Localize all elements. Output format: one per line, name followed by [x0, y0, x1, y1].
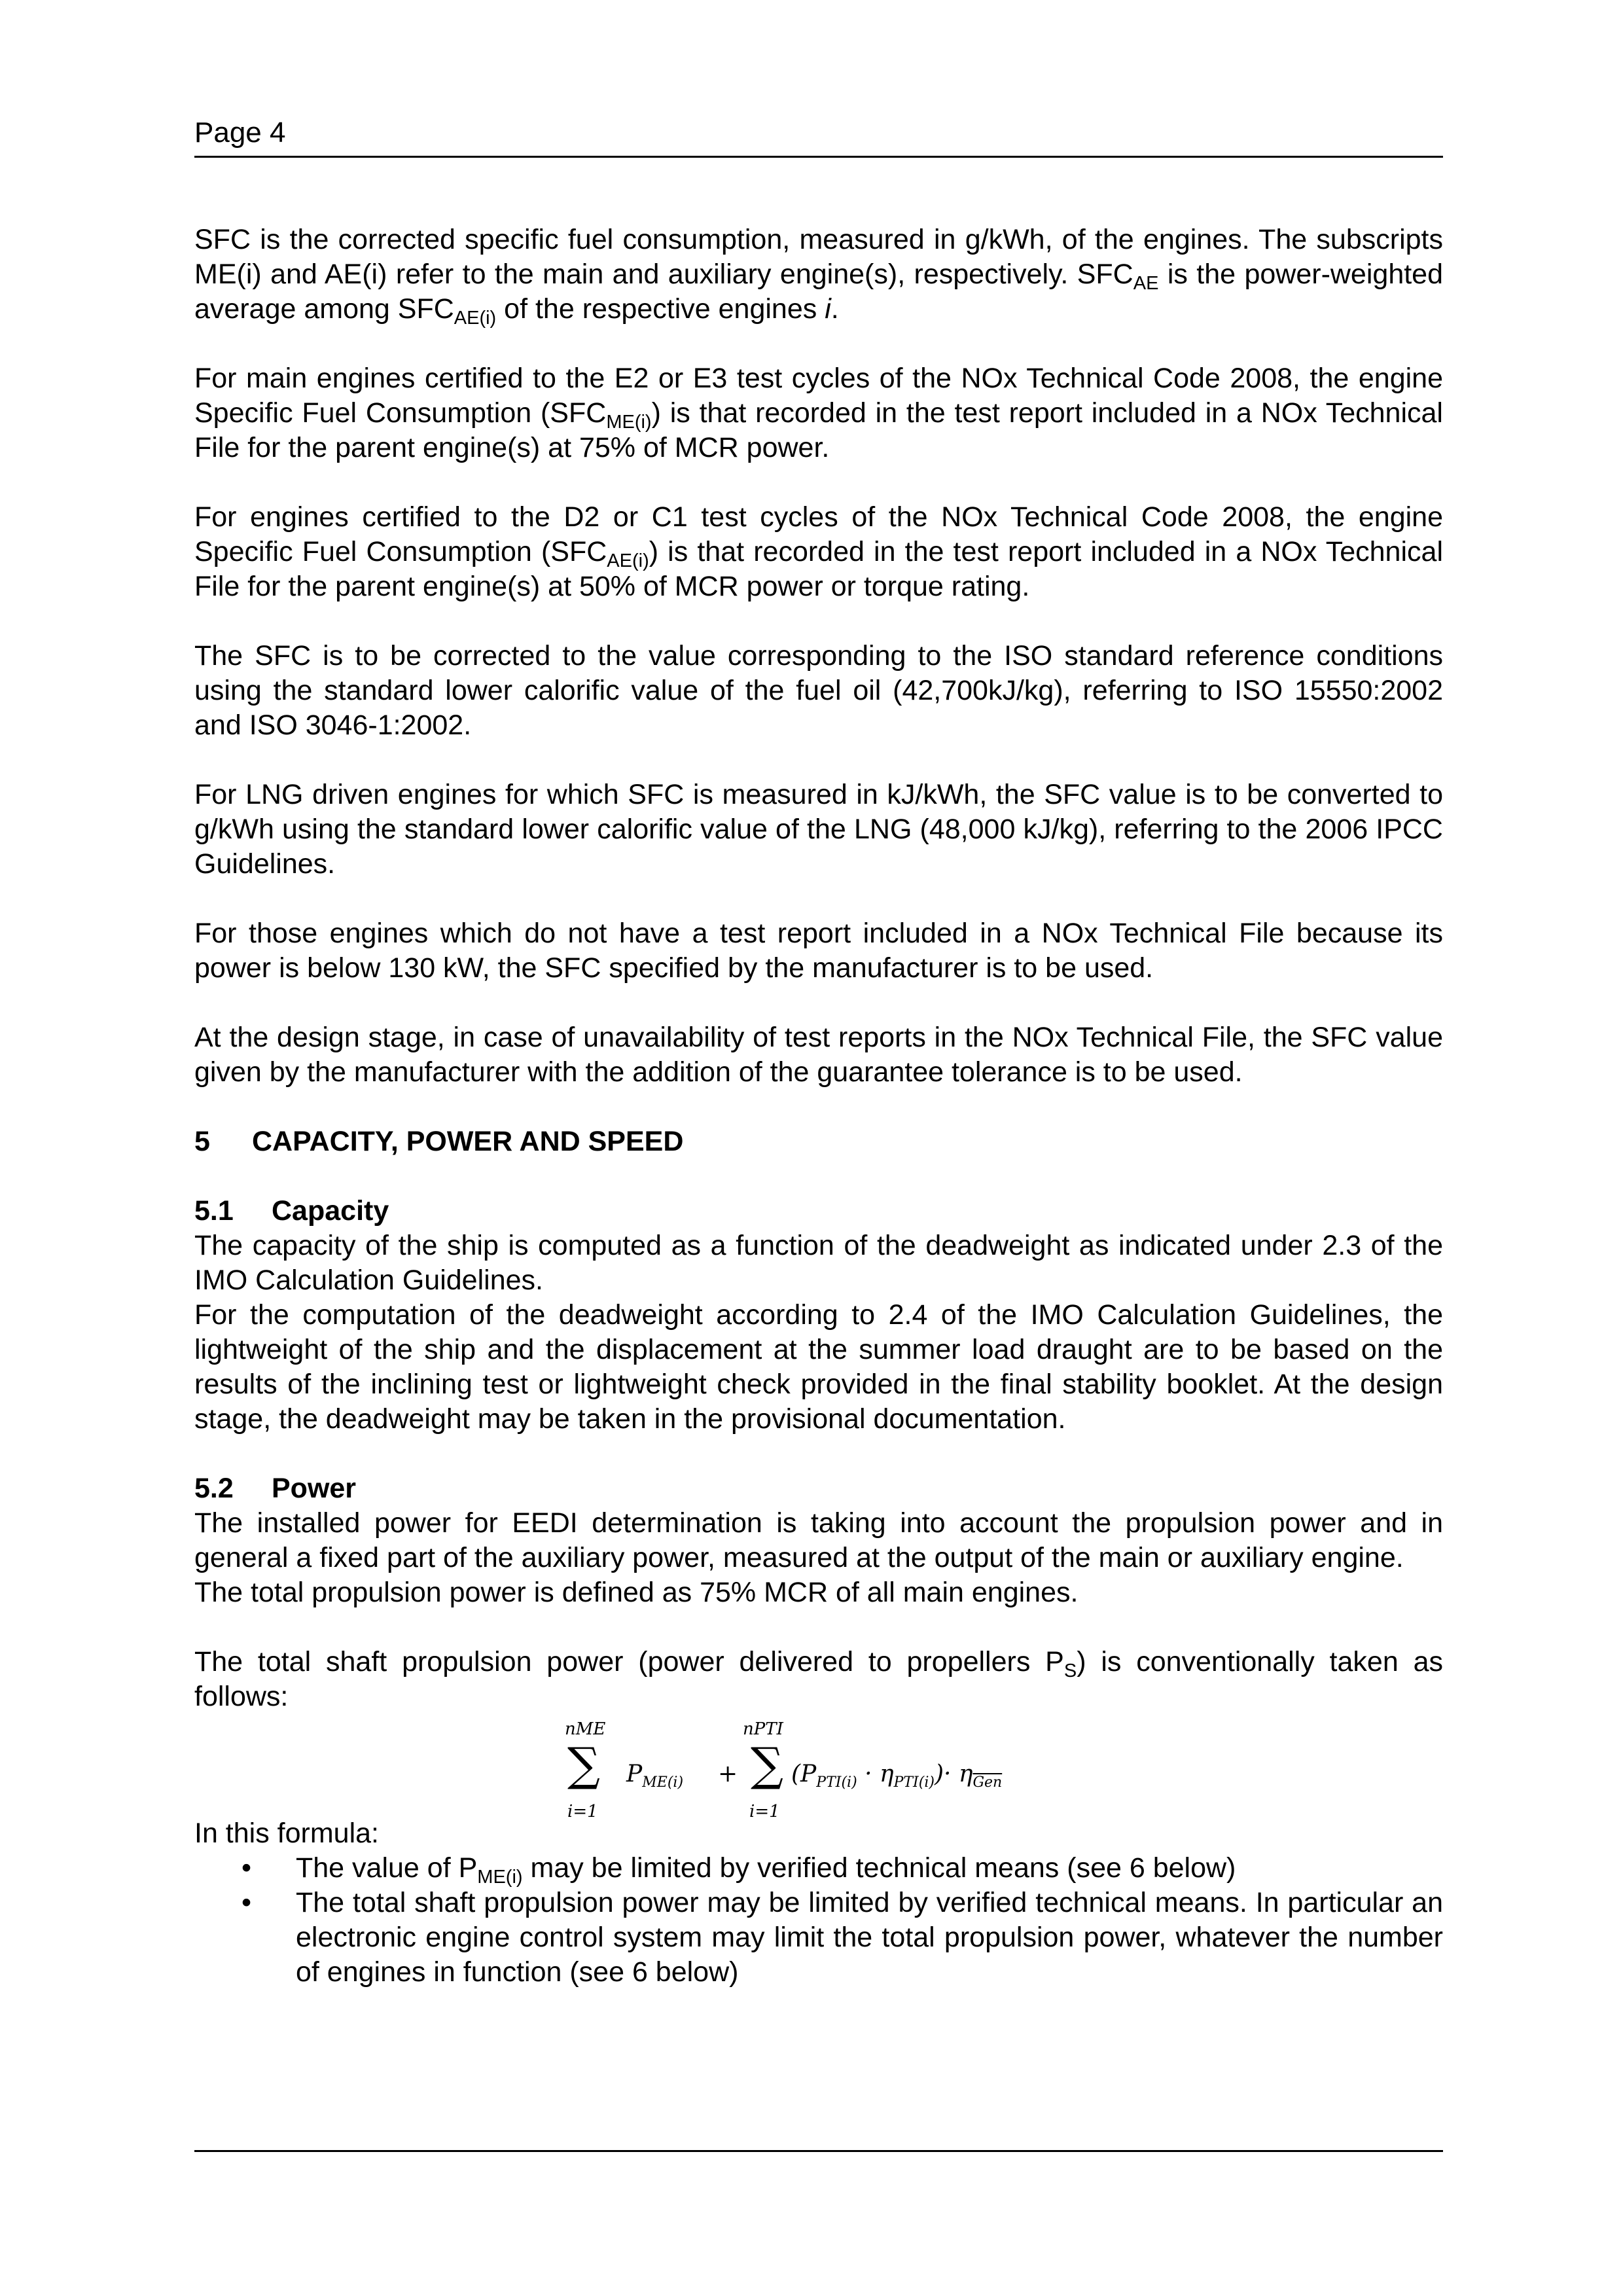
document-page	[194, 0, 1443, 2296]
sum2-lower-limit: i=1	[749, 1802, 780, 1821]
list-item: • The total shaft propulsion power may be limited by verified technical means. In particular an electronic engine control system may limit the total propulsion power, whatever the number of engines in function (see 6 below)	[241, 1887, 1443, 1988]
paragraph-iso-correction: The SFC is to be corrected to the value corresponding to the ISO standard reference conditions using the standard lower calorific value of the fuel oil (42,700kJ/kg), referring to ISO 15550:2002 and ISO 3046-1:2002.	[194, 640, 1443, 741]
paragraph-power-2: The total propulsion power is defined as 75% MCR of all main engines.	[194, 1577, 1079, 1608]
paragraph-lng: For LNG driven engines for which SFC is measured in kJ/kWh, the SFC value is to be converted to g/kWh using the standard lower calorific value of the LNG (48,000 kJ/kg), referring to the 2006 IPCC Guidelines.	[194, 779, 1443, 880]
term-pti: $(P_{PTI(i)} \cdot \eta_{PTI(i)})\cdot \eta_{\overline{Gen}}$	[791, 1761, 1003, 1791]
paragraph-main-engines: For main engines certified to the E2 or E3 test cycles of the NOx Technical Code 2008, the engine Specific Fuel Consumption $(SFC_{ME(i)})$ is that recorded in the test report included in a NOx Technical File for the parent engine(s) at 75% of MCR power.	[194, 363, 1443, 463]
page-body	[194, 223, 1443, 1990]
paragraph-d2-c1-engines: For engines certified to the D2 or C1 test cycles of the NOx Technical Code 2008, the engine Specific Fuel Consumption $(SFC_{AE(i)})$ is that recorded in the test report included in a NOx Technical File for the parent engine(s) at 50% of MCR power or torque rating.	[194, 501, 1443, 602]
shaft-power-formula	[194, 1718, 1443, 1842]
bullet-icon: •	[241, 1887, 252, 1918]
sum1-sigma: ∑	[567, 1738, 600, 1791]
page-number: Page 4	[194, 117, 286, 149]
sum1-upper-limit: nME	[565, 1719, 606, 1739]
plus-sign: +	[718, 1761, 738, 1787]
section-5-heading: 5 CAPACITY, POWER AND SPEED	[194, 1126, 684, 1157]
section-5-2-heading: 5.2 Power	[194, 1473, 357, 1504]
paragraph-shaft-power: The total shaft propulsion power (power delivered to propellers $P_S$) is conventionally taken as follows:	[194, 1646, 1443, 1712]
paragraph-no-test-report: For those engines which do not have a test report included in a NOx Technical File because its power is below 130 kW, the SFC specified by the manufacturer is to be used.	[194, 918, 1443, 984]
paragraph-power-1: The installed power for EEDI determination is taking into account the propulsion power and in general a fixed part of the auxiliary power, measured at the output of the main or auxiliary engine.	[194, 1507, 1443, 1573]
sum2-sigma: ∑	[751, 1738, 783, 1791]
formula-intro: In this formula:	[194, 1818, 379, 1849]
term-p-me: $P_{ME(i)}$	[626, 1761, 684, 1791]
list-item: • The value of $P_{ME(i)}$ may be limited by verified technical means (see 6 below)	[241, 1852, 1236, 1888]
section-5-1-heading: 5.1 Capacity	[194, 1195, 389, 1227]
paragraph-design-stage: At the design stage, in case of unavailability of test reports in the NOx Technical File, the SFC value given by the manufacturer with the addition of the guarantee tolerance is to be used.	[194, 1022, 1443, 1088]
footer-rule	[194, 2150, 1443, 2152]
paragraph-capacity-1: The capacity of the ship is computed as a function of the deadweight as indicated under 2.3 of the IMO Calculation Guidelines.	[194, 1230, 1443, 1296]
sum1-lower-limit: i=1	[567, 1802, 598, 1821]
sum2-upper-limit: nPTI	[743, 1719, 783, 1739]
bullet-icon: •	[241, 1852, 252, 1884]
page-header	[194, 117, 1443, 158]
formula-conditions-list	[194, 1851, 1443, 1990]
paragraph-capacity-2: For the computation of the deadweight according to 2.4 of the IMO Calculation Guidelines, the lightweight of the ship and the displacement at the summer load draught are to be based on the results of the inclining test or lightweight check provided in the final stability booklet. At the design stage, the deadweight may be taken in the provisional documentation.	[194, 1299, 1443, 1435]
paragraph-sfc-intro: SFC is the corrected specific fuel consumption, measured in g/kWh, of the engines. The subscripts ME(i) and AE(i) refer to the main and auxiliary engine(s), respectively. $SFC_{AE}$ is the power-weighted average among $SFC_{AE(i)}$ of the respective engines i.	[194, 224, 1444, 329]
